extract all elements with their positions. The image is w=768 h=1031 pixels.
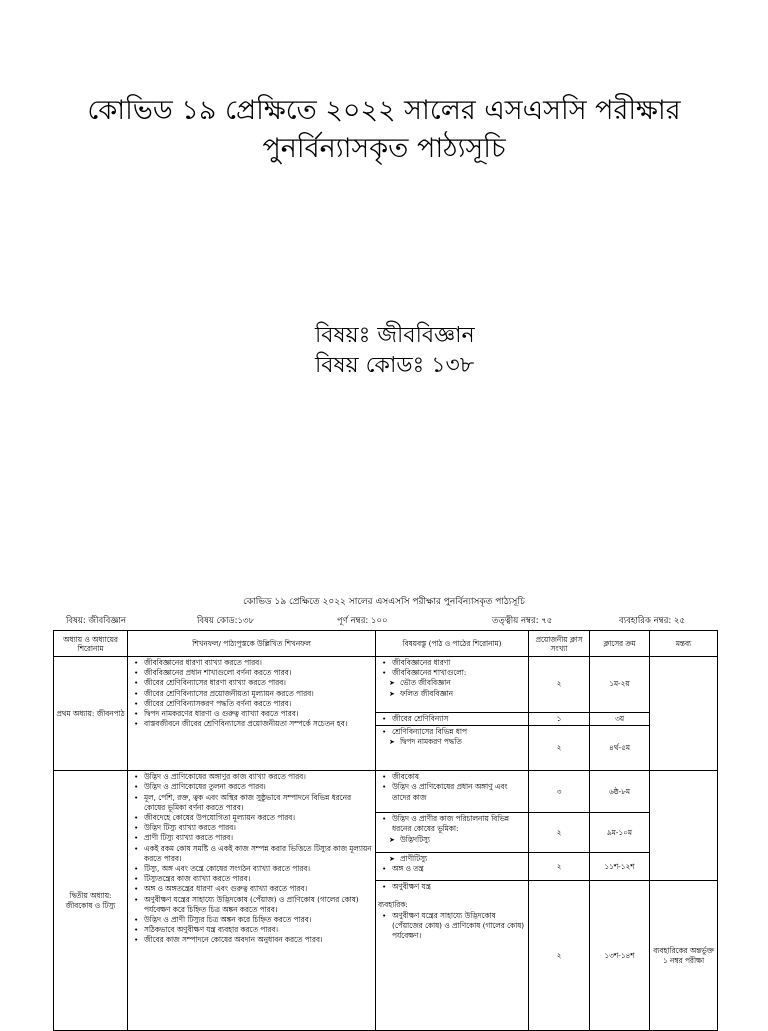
cell-class-order: ৪র্থ-৫ম bbox=[590, 726, 650, 771]
header-content: বিষয়বস্তু (পাঠ ও পাঠের শিরোনাম) bbox=[376, 631, 529, 657]
meta-full-marks: পূর্ণ নম্বর: ১০০ bbox=[337, 616, 388, 626]
list-item: • বাস্তবজীবনে জীবের শ্রেণিবিন্যাসের প্রয়োজনীয়তা সম্পর্কে সচেতন হব। bbox=[144, 719, 373, 729]
chapter-2-remarks-empty bbox=[650, 771, 718, 881]
list-item: ➤ প্রাণীটিস্যু bbox=[400, 854, 526, 864]
cell-class-order: ৬ষ্ঠ-৮ম bbox=[590, 771, 650, 813]
list-item: • মূল, পেশি, রক্ত, ত্বক এবং অস্থির কাজ সুষ্ঠুভাবে সম্পাদনে বিভিন্ন ধরনের কোষের ভূমিকা বর্ণনা করতে পারব। bbox=[144, 793, 373, 813]
meta-theory-marks: তত্ত্বীয় নম্বর: ৭৫ bbox=[492, 616, 553, 626]
chapter-1-content-2 bbox=[376, 713, 529, 726]
table-header-row bbox=[54, 631, 718, 657]
list-item: • উদ্ভিদ টিস্যু ব্যাখ্যা করতে পারব। bbox=[144, 823, 373, 833]
syllabus-table bbox=[53, 630, 718, 1031]
list-item: • জীববিজ্ঞানের প্রধান শাখাগুলো বর্ণনা করতে পারব। bbox=[144, 668, 373, 678]
header-chapter: অধ্যায় ও অধ্যায়ের শিরোনাম bbox=[54, 631, 128, 657]
table-row bbox=[54, 657, 718, 713]
cell-class-order: ১ম-২য় bbox=[590, 657, 650, 713]
meta-practical-marks: ব্যবহারিক নম্বর: ২৫ bbox=[619, 616, 685, 626]
document-title-line1: কোভিড ১৯ প্রেক্ষিতে ২০২২ সালের এসএসসি পরীক্ষার bbox=[87, 95, 681, 126]
chapter-2-outcomes bbox=[128, 771, 376, 1031]
list-item: ➤ ফলিত জীববিজ্ঞান bbox=[400, 689, 526, 699]
list-item: • জীবের শ্রেণিবিন্যাসের প্রয়োজনীয়তা মূল্যায়ন করতে পারব। bbox=[144, 689, 373, 699]
header-classes: প্রয়োজনীয় ক্লাস সংখ্যা bbox=[529, 631, 590, 657]
practical-label: ব্যবহারিক: bbox=[378, 900, 408, 910]
list-item: • জীববিজ্ঞানের ধারণা bbox=[392, 658, 526, 668]
list-item: • টিস্যু, অঙ্গ এবং তন্ত্রে কোষের সংগঠন ব্যাখ্যা করতে পারব। bbox=[144, 864, 373, 874]
document-title-line2: পুনর্বিন্যাসকৃত পাঠ্যসূচি bbox=[262, 133, 506, 164]
list-item: • টিস্যুতন্ত্রের কাজ ব্যাখ্যা করতে পারব। bbox=[144, 874, 373, 884]
list-item: • উদ্ভিদ ও প্রাণীর কাজ পরিচালনায় বিভিন্ন ধরনের কোষের ভূমিকা: bbox=[392, 814, 526, 834]
table-row bbox=[54, 771, 718, 813]
list-item: • জীবের শ্রেণিবিন্যাস bbox=[392, 714, 526, 724]
chapter-2-name: দ্বিতীয় অধ্যায়: জীবকোষ ও টিস্যু bbox=[54, 771, 128, 1031]
cell-class-count: ২ bbox=[529, 813, 590, 853]
header-remarks: মন্তব্য bbox=[650, 631, 718, 657]
list-item: • জীববিজ্ঞানের শাখাগুলো: bbox=[392, 668, 526, 678]
list-item: ➤ ভৌত জীববিজ্ঞান bbox=[400, 678, 526, 688]
subject-name: বিষয়ঃ জীববিজ্ঞান bbox=[315, 323, 475, 348]
list-item: • অঙ্গ ও অঙ্গতন্ত্রের ধারণা এবং গুরুত্ব ব্যাখ্যা করতে পারব। bbox=[144, 884, 373, 894]
list-item: • উদ্ভিদ ও প্রাণিকোষের প্রধান অঙ্গাণু এবং তাদের কাজ bbox=[392, 782, 526, 802]
chapter-1-name: প্রথম অধ্যায়: জীবনপাঠ bbox=[54, 657, 128, 771]
chapter-2-content-3 bbox=[376, 853, 529, 881]
list-item: • জীবদেহে কোষের উপযোগিতা মূল্যায়ন করতে পারব। bbox=[144, 813, 373, 823]
cell-class-order: ৩য় bbox=[590, 713, 650, 726]
cell-class-count: ২ bbox=[529, 657, 590, 713]
list-item: • জীবের শ্রেণিবিন্যাসকরণ পদ্ধতি বর্ণনা করতে পারব। bbox=[144, 699, 373, 709]
cell-class-order: ৯ম-১০ম bbox=[590, 813, 650, 853]
cell-class-count: ২ bbox=[529, 881, 590, 1031]
cell-class-count: ১ bbox=[529, 713, 590, 726]
chapter-1-outcomes bbox=[128, 657, 376, 771]
cell-class-order: ১১শ-১২শ bbox=[590, 853, 650, 881]
cell-class-order: ১৩শ-১৪শ bbox=[590, 881, 650, 1031]
chapter-1-remarks bbox=[650, 657, 718, 771]
cell-class-count: ২ bbox=[529, 853, 590, 881]
chapter-2-content-1 bbox=[376, 771, 529, 813]
cell-class-count: ২ bbox=[529, 726, 590, 771]
list-item: • উদ্ভিদ ও প্রাণিকোষের অঙ্গাণুর কাজ ব্যাখ্যা করতে পারব। bbox=[144, 772, 373, 782]
meta-code: বিষয় কোড:১৩৮ bbox=[197, 616, 255, 626]
list-item: • জীবকোষ bbox=[392, 772, 526, 782]
list-item: • অঙ্গ ও তন্ত্র bbox=[392, 864, 526, 874]
list-item: • সঠিকভাবে অণুবীক্ষণ যন্ত্র ব্যবহার করতে পারব। bbox=[144, 925, 373, 935]
chapter-1-content-1 bbox=[376, 657, 529, 713]
meta-subject: বিষয়: জীববিজ্ঞান bbox=[66, 616, 127, 626]
list-item: • জীবের শ্রেণিবিন্যাসের ধারণা ব্যাখ্যা করতে পারব। bbox=[144, 678, 373, 688]
list-item: • উদ্ভিদ ও প্রাণিকোষের তুলনা করতে পারব। bbox=[144, 782, 373, 792]
chapter-2-content-2 bbox=[376, 813, 529, 853]
list-item: ➤ উদ্ভিদটিস্যু bbox=[400, 835, 526, 845]
chapter-2-remark: ব্যবহারিকের অন্তর্ভুক্ত ১ নম্বর পরীক্ষা bbox=[650, 881, 718, 1031]
list-item: • শ্রেণিবিন্যাসের বিভিন্ন ধাপ bbox=[392, 727, 526, 737]
chapter-1-content-3 bbox=[376, 726, 529, 771]
list-item: • প্রাণী টিস্যু ব্যাখ্যা করতে পারব। bbox=[144, 833, 373, 843]
chapter-2-content-4 bbox=[376, 881, 529, 1031]
list-item: • জীবের কাজ সম্পাদনে কোষের অবদান অনুধাবন করতে পারব। bbox=[144, 935, 373, 945]
cell-class-count: ৩ bbox=[529, 771, 590, 813]
list-item: • দ্বিপদ নামকরণের ধারণা ও গুরুত্ব ব্যাখ্যা করতে পারব। bbox=[144, 709, 373, 719]
list-item: ➤ দ্বিপদ নামকরণ পদ্ধতি bbox=[400, 737, 526, 747]
header-class-order: ক্লাসের ক্রম bbox=[590, 631, 650, 657]
list-item: • একই রকম কোষ সমষ্টি ও একই কাজ সম্পন্ন করার ভিত্তিতে টিস্যুর কাজ মূল্যায়ন করতে পারব। bbox=[144, 844, 373, 864]
subject-code: বিষয় কোডঃ ১৩৮ bbox=[315, 353, 475, 378]
list-item: • অণুবীক্ষণ যন্ত্রের সাহায্যে উদ্ভিদকোষ (পেঁয়াজ) ও প্রাণিকোষ (গালের কোষ) পর্যবেক্ষণ করে চিহ্নিত চিত্র অঙ্কন করতে পারব। bbox=[144, 895, 373, 915]
syllabus-title: কোভিড ১৯ প্রেক্ষিতে ২০২২ সালের এসএসসি পরীক্ষার পুনর্বিন্যাসকৃত পাঠ্যসূচি bbox=[243, 597, 525, 607]
list-item: • অণুবীক্ষণ যন্ত্র bbox=[392, 882, 526, 892]
header-outcomes: শিখনফল/ পাঠ্যপুস্তকে উল্লিখিত শিখনফল bbox=[128, 631, 376, 657]
list-item: • জীববিজ্ঞানের ধারণা ব্যাখ্যা করতে পারব। bbox=[144, 658, 373, 668]
list-item: • অণুবীক্ষণ যন্ত্রের সাহায্যে উদ্ভিদকোষ (পেঁয়াজের কোষ) ও প্রাণিকোষ (গালের কোষ) পর্যবেক্ষণ। bbox=[392, 911, 526, 942]
list-item: • উদ্ভিদ ও প্রাণী টিস্যুর চিত্র অঙ্কন করে চিহ্নিত করতে পারব। bbox=[144, 915, 373, 925]
